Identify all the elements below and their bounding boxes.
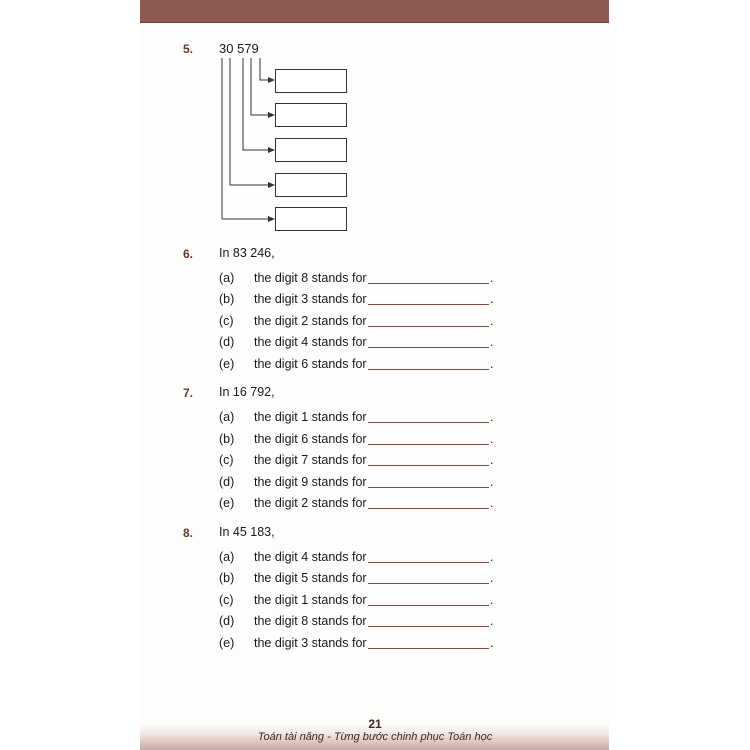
part-label: (d) xyxy=(219,614,235,628)
book-title: Toán tài năng - Từng bước chinh phục Toán học xyxy=(257,731,493,743)
period: . xyxy=(490,571,494,585)
period: . xyxy=(490,335,494,349)
period: . xyxy=(490,292,494,306)
period: . xyxy=(490,410,494,424)
part-prompt: the digit 8 stands for xyxy=(254,271,367,285)
period: . xyxy=(490,475,494,489)
part-prompt: the digit 1 stands for xyxy=(254,410,367,424)
answer-box-tens[interactable] xyxy=(275,103,347,127)
part-label: (e) xyxy=(219,496,235,510)
answer-box-thousands[interactable] xyxy=(275,173,347,197)
answer-line-7c[interactable] xyxy=(368,465,489,466)
part-label: (c) xyxy=(219,453,234,467)
part-prompt: the digit 8 stands for xyxy=(254,614,367,628)
answer-line-6d[interactable] xyxy=(368,347,489,348)
part-prompt: the digit 4 stands for xyxy=(254,335,367,349)
part-label: (b) xyxy=(219,292,235,306)
question-7-number: 7. xyxy=(183,386,194,400)
part-label: (a) xyxy=(219,410,235,424)
answer-line-6b[interactable] xyxy=(368,304,489,305)
answer-line-6e[interactable] xyxy=(368,369,489,370)
part-label: (c) xyxy=(219,593,234,607)
period: . xyxy=(490,614,494,628)
part-label: (a) xyxy=(219,550,235,564)
period: . xyxy=(490,357,494,371)
question-6-stem: In 83 246, xyxy=(219,246,275,260)
period: . xyxy=(490,432,494,446)
period: . xyxy=(490,496,494,510)
part-label: (d) xyxy=(219,475,235,489)
part-prompt: the digit 3 stands for xyxy=(254,292,367,306)
period: . xyxy=(490,550,494,564)
page-number: 21 xyxy=(368,717,382,731)
period: . xyxy=(490,271,494,285)
answer-line-8c[interactable] xyxy=(368,605,489,606)
part-prompt: the digit 1 stands for xyxy=(254,593,367,607)
question-5-number-value: 30 579 xyxy=(219,41,259,56)
answer-box-ten-thousands[interactable] xyxy=(275,207,347,231)
answer-line-8e[interactable] xyxy=(368,648,489,649)
part-prompt: the digit 6 stands for xyxy=(254,432,367,446)
answer-line-7d[interactable] xyxy=(368,487,489,488)
answer-line-7e[interactable] xyxy=(368,508,489,509)
part-label: (a) xyxy=(219,271,235,285)
part-prompt: the digit 9 stands for xyxy=(254,475,367,489)
question-5-number: 5. xyxy=(183,42,194,56)
answer-line-6a[interactable] xyxy=(368,283,489,284)
answer-box-ones[interactable] xyxy=(275,69,347,93)
answer-line-6c[interactable] xyxy=(368,326,489,327)
answer-line-8b[interactable] xyxy=(368,583,489,584)
answer-line-7a[interactable] xyxy=(368,422,489,423)
part-prompt: the digit 5 stands for xyxy=(254,571,367,585)
answer-line-8a[interactable] xyxy=(368,562,489,563)
question-6-number: 6. xyxy=(183,247,194,261)
period: . xyxy=(490,593,494,607)
part-label: (d) xyxy=(219,335,235,349)
question-7-stem: In 16 792, xyxy=(219,385,275,399)
answer-line-7b[interactable] xyxy=(368,444,489,445)
part-label: (c) xyxy=(219,314,234,328)
period: . xyxy=(490,636,494,650)
answer-box-hundreds[interactable] xyxy=(275,138,347,162)
part-label: (b) xyxy=(219,571,235,585)
part-prompt: the digit 6 stands for xyxy=(254,357,367,371)
part-prompt: the digit 2 stands for xyxy=(254,496,367,510)
part-prompt: the digit 4 stands for xyxy=(254,550,367,564)
period: . xyxy=(490,453,494,467)
part-prompt: the digit 3 stands for xyxy=(254,636,367,650)
part-prompt: the digit 7 stands for xyxy=(254,453,367,467)
question-8-stem: In 45 183, xyxy=(219,525,275,539)
question-8-number: 8. xyxy=(183,526,194,540)
part-prompt: the digit 2 stands for xyxy=(254,314,367,328)
answer-line-8d[interactable] xyxy=(368,626,489,627)
part-label: (b) xyxy=(219,432,235,446)
part-label: (e) xyxy=(219,636,235,650)
part-label: (e) xyxy=(219,357,235,371)
period: . xyxy=(490,314,494,328)
